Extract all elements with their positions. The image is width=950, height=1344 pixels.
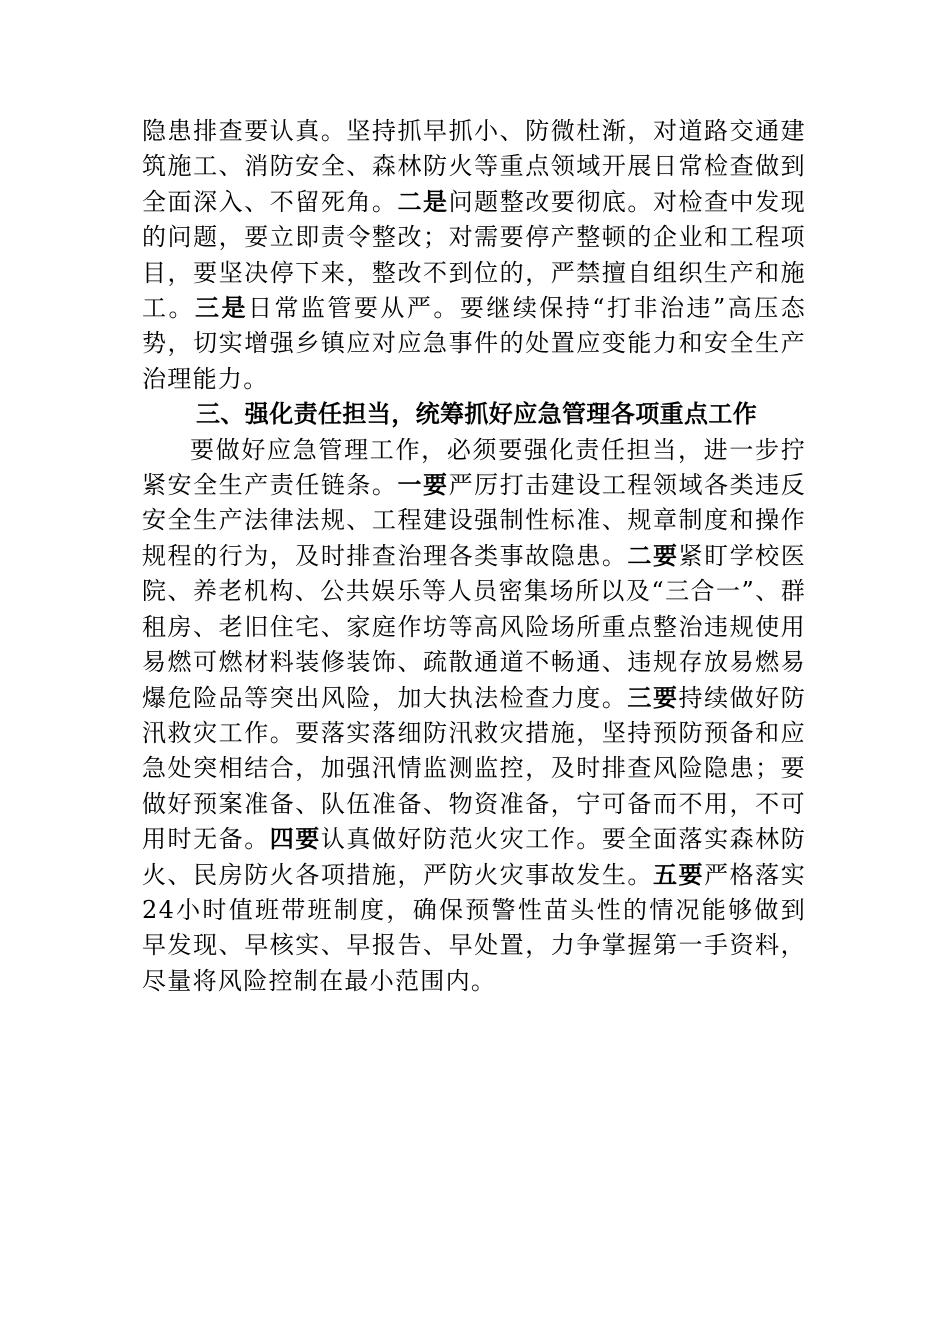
paragraph-text: 严格落实24小时值班带班制度，确保预警性苗头性的情况能够做到早发现、早核实、早报告、早处置，力争掌握第一手资料，尽量将风险控制在最小范围内。 <box>142 860 807 995</box>
lead-term-second: 二是 <box>397 187 449 216</box>
lead-term-one: 一要 <box>397 471 449 500</box>
section-heading: 三、强化责任担当，统筹抓好应急管理各项重点工作 <box>196 400 758 429</box>
paragraph-text: 持续做好防汛救灾工作。要落实落细防汛救灾措施，坚持预防预备和应急处突相结合，加强汛情监测监控，及时排查风险隐患；要做好预案准备、队伍准备、物资准备，宁可备而不用，不可用时无备。 <box>142 683 807 854</box>
lead-term-three: 三要 <box>627 683 679 712</box>
paragraph-emergency-management <box>142 433 806 1000</box>
lead-term-two: 二要 <box>627 541 679 570</box>
paragraph-hazard-inspection <box>142 114 806 397</box>
paragraph-text: 问题整改要彻底。对检查中发现的问题，要立即责令整改；对需要停产整顿的企业和工程项目，要坚决停下来，整改不到位的，严禁擅自组织生产和施工。 <box>142 187 807 323</box>
paragraph-text: 隐患排查要认真。坚持抓早抓小、防微杜渐，对道路交通建筑施工、消防安全、森林防火等重点领域开展日常检查做到全面深入、不留死角。 <box>142 117 806 216</box>
paragraph-text: 紧盯学校医院、养老机构、公共娱乐等人员密集场所以及“三合一”、群租房、老旧住宅、家庭作坊等高风险场所重点整治违规使用易燃可燃材料装修装饰、疏散通道不畅通、违规存放易燃易爆危险品等突出风险，加大执法检查力度。 <box>142 541 807 712</box>
lead-term-third: 三是 <box>194 294 248 323</box>
paragraph-text: 要做好应急管理工作，必须要强化责任担当，进一步拧紧安全生产责任链条。 <box>142 435 806 500</box>
document-page <box>142 114 806 999</box>
lead-term-five: 五要 <box>652 860 705 889</box>
paragraph-text: 严厉打击建设工程领域各类违反安全生产法律法规、工程建设强制性标准、规章制度和操作规程的行为，及时排查治理各类事故隐患。 <box>142 471 807 570</box>
lead-term-four: 四要 <box>269 825 321 854</box>
paragraph-text: 日常监管要从严。要继续保持“打非治违”高压态势，切实增强乡镇应对应急事件的处置应变能力和安全生产治理能力。 <box>142 294 807 393</box>
paragraph-text: 认真做好防范火灾工作。要全面落实森林防火、民房防火各项措施，严防火灾事故发生。 <box>142 825 807 889</box>
